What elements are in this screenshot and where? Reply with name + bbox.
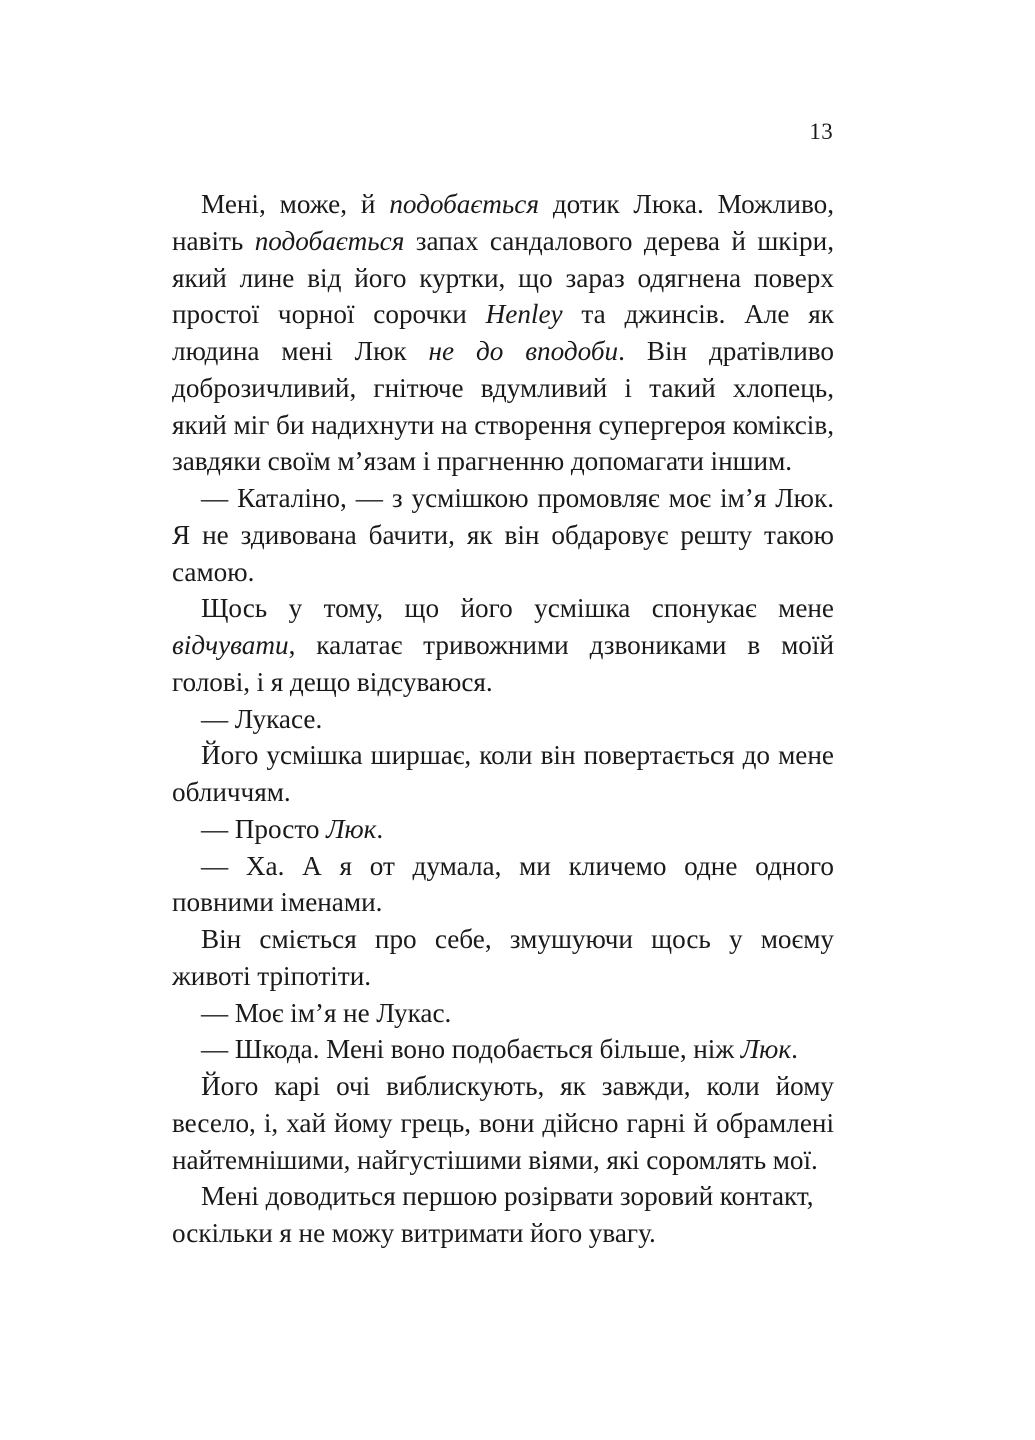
paragraph: [172, 590, 834, 700]
paragraph: [172, 921, 834, 995]
body-text-run: Його усмішка ширшає, коли він повертається до мене обличчям.: [172, 740, 834, 807]
emphasis-text: Henley: [485, 299, 563, 330]
paragraph: [172, 480, 834, 590]
body-text-run: Він сміється про себе, змушуючи щось у моєму животі тріпотіти.: [172, 924, 834, 991]
body-text-run: — Каталіно, — з усмішкою промовляє моє ім’я Люк. Я не здивована бачити, як він обдаровує решту такою самою.: [172, 483, 834, 587]
body-text-run: , калатає тривожними дзвониками в моїй голові, і я дещо відсуваюся.: [172, 630, 834, 697]
body-text-run: — Просто: [201, 813, 327, 844]
body-text-run: Мені, може, й: [201, 189, 390, 219]
emphasis-text: Люк: [326, 813, 377, 844]
body-text-run: .: [376, 813, 384, 844]
body-text-run: та джинсів. Але як людина мені Люк: [172, 299, 834, 366]
body-text-run: — Шкода. Мені воно подобається більше, ніж: [201, 1034, 741, 1065]
body-text-run: Мені доводиться першою розірвати зоровий контакт, оскільки я не можу витримати його увагу.: [172, 1181, 814, 1248]
body-text-run: запах сандалового дерева й шкіри, який лине від його куртки, що зараз одягнена поверх простої чорної сорочки: [172, 225, 834, 330]
paragraph: [172, 1178, 834, 1252]
body-text-run: Його карі очі виблискують, як завжди, коли йому весело, і, хай йому грець, вони дійсно гарні й обрамлені найтемнішими, найгустішими віями, які соромлять мої.: [172, 1071, 834, 1175]
emphasis-text: відчувати: [172, 630, 289, 660]
paragraph: [172, 1031, 834, 1068]
body-text-run: .: [791, 1034, 798, 1065]
body-text-run: Щось у тому, що його усмішка спонукає мене: [201, 593, 834, 624]
body-text-run: — Ха. А я от думала, ми кличемо одне одного повними іменами.: [172, 850, 834, 918]
body-text-run: дотик Люка. Можливо, навіть: [172, 189, 834, 256]
paragraph: [172, 995, 834, 1032]
emphasis-text: подобається: [254, 225, 405, 256]
paragraph: [172, 737, 834, 811]
emphasis-text: подобається: [389, 189, 539, 219]
paragraph: [172, 186, 834, 480]
emphasis-text: Люк: [740, 1034, 792, 1065]
paragraph: [172, 848, 834, 922]
paragraph: [172, 811, 834, 848]
paragraph: [172, 701, 834, 738]
body-text-run: . Він дратівливо доброзичливий, гнітюче вдумливий і такий хлопець, який міг би надихнути на створення супергероя коміксів, завдяки своїм м’язам і прагненню допомагати іншим.: [172, 336, 835, 477]
body-text-run: — Лукасе.: [201, 703, 323, 734]
page-number: 13: [809, 119, 833, 144]
body-text: [172, 186, 834, 1252]
body-text-run: — Моє ім’я не Лукас.: [201, 997, 452, 1028]
paragraph: [172, 1068, 834, 1178]
emphasis-text: не до вподоби: [428, 336, 619, 366]
